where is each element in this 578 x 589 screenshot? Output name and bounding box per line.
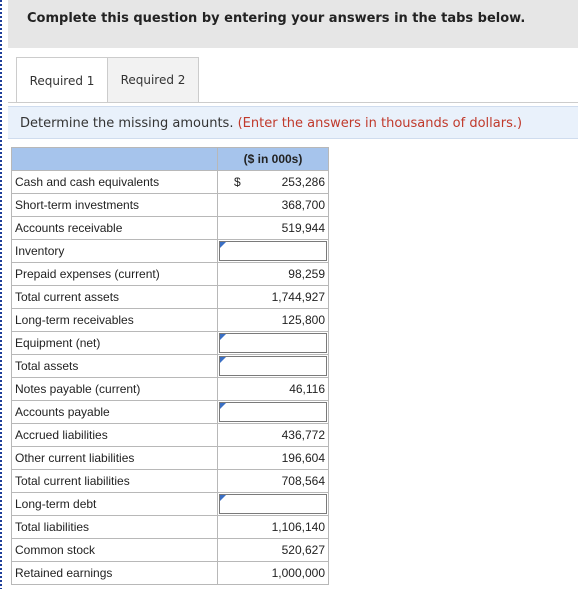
- balance-sheet-table: [11, 147, 329, 585]
- row-label: Long-term debt: [12, 493, 218, 516]
- row-label: Total current assets: [12, 286, 218, 309]
- answer-cell: [218, 240, 329, 263]
- value-cell: [218, 539, 329, 562]
- row-label: Cash and cash equivalents: [12, 171, 218, 194]
- answer-cell: [218, 493, 329, 516]
- row-value: 520,627: [281, 543, 325, 557]
- instruction-text: Determine the missing amounts.: [20, 116, 234, 131]
- answer-input[interactable]: [219, 356, 327, 376]
- instruction: [20, 116, 522, 131]
- row-label: Short-term investments: [12, 194, 218, 217]
- table-row: [12, 378, 329, 401]
- tab-required-1[interactable]: Required 1: [16, 57, 108, 103]
- row-label: Accounts receivable: [12, 217, 218, 240]
- answer-input[interactable]: [219, 402, 327, 422]
- value-cell: [218, 194, 329, 217]
- table-row: [12, 424, 329, 447]
- row-value: 1,744,927: [271, 290, 325, 304]
- row-label: Accrued liabilities: [12, 424, 218, 447]
- row-label: Total assets: [12, 355, 218, 378]
- answer-input[interactable]: [219, 333, 327, 353]
- question-header: [8, 0, 578, 48]
- instruction-bar: [8, 106, 578, 139]
- tab-divider: [8, 102, 578, 103]
- row-value: 98,259: [288, 267, 325, 281]
- row-label: Accounts payable: [12, 401, 218, 424]
- table-row: [12, 447, 329, 470]
- answer-input[interactable]: [219, 494, 327, 514]
- table-row: [12, 539, 329, 562]
- row-value: 1,000,000: [271, 566, 325, 580]
- answer-input[interactable]: [219, 241, 327, 261]
- row-label: Common stock: [12, 539, 218, 562]
- table-row: [12, 355, 329, 378]
- row-value: 46,116: [289, 382, 325, 396]
- value-column-header: ($ in 000s): [218, 148, 329, 171]
- row-label: Notes payable (current): [12, 378, 218, 401]
- answer-cell: [218, 401, 329, 424]
- label-column-header: [12, 148, 218, 171]
- row-label: Total current liabilities: [12, 470, 218, 493]
- tab-required-2[interactable]: Required 2: [107, 57, 199, 103]
- left-border: [0, 0, 2, 589]
- value-cell: [218, 309, 329, 332]
- answer-cell: [218, 332, 329, 355]
- row-value: 708,564: [281, 474, 325, 488]
- table-row: [12, 263, 329, 286]
- header-title: Complete this question by entering your answers in the tabs below.: [27, 11, 526, 26]
- table-row: [12, 470, 329, 493]
- table-row: [12, 286, 329, 309]
- table-row: [12, 309, 329, 332]
- row-label: Other current liabilities: [12, 447, 218, 470]
- value-cell: [218, 286, 329, 309]
- value-cell: [218, 217, 329, 240]
- value-cell: [218, 562, 329, 585]
- row-value: 519,944: [281, 221, 325, 235]
- row-value: 196,604: [281, 451, 325, 465]
- value-cell: [218, 424, 329, 447]
- table-row: [12, 240, 329, 263]
- table-row: [12, 401, 329, 424]
- value-cell: [218, 171, 329, 194]
- row-value: 125,800: [281, 313, 325, 327]
- row-label: Equipment (net): [12, 332, 218, 355]
- row-label: Prepaid expenses (current): [12, 263, 218, 286]
- row-label: Inventory: [12, 240, 218, 263]
- row-value: 368,700: [281, 198, 325, 212]
- table-row: [12, 493, 329, 516]
- table-row: [12, 516, 329, 539]
- table-header-row: [12, 148, 329, 171]
- table-row: [12, 171, 329, 194]
- answer-cell: [218, 355, 329, 378]
- row-label: Total liabilities: [12, 516, 218, 539]
- row-value: 1,106,140: [271, 520, 325, 534]
- row-label: Retained earnings: [12, 562, 218, 585]
- table-row: [12, 217, 329, 240]
- value-cell: [218, 447, 329, 470]
- table-row: [12, 332, 329, 355]
- value-cell: [218, 470, 329, 493]
- value-cell: [218, 263, 329, 286]
- value-cell: [218, 516, 329, 539]
- tab-bar: [8, 57, 578, 103]
- table-row: [12, 562, 329, 585]
- row-value: 253,286: [281, 175, 325, 189]
- instruction-note: (Enter the answers in thousands of dollars.): [237, 116, 523, 131]
- currency-symbol: $: [234, 175, 241, 189]
- table-row: [12, 194, 329, 217]
- row-value: 436,772: [281, 428, 325, 442]
- value-cell: [218, 378, 329, 401]
- row-label: Long-term receivables: [12, 309, 218, 332]
